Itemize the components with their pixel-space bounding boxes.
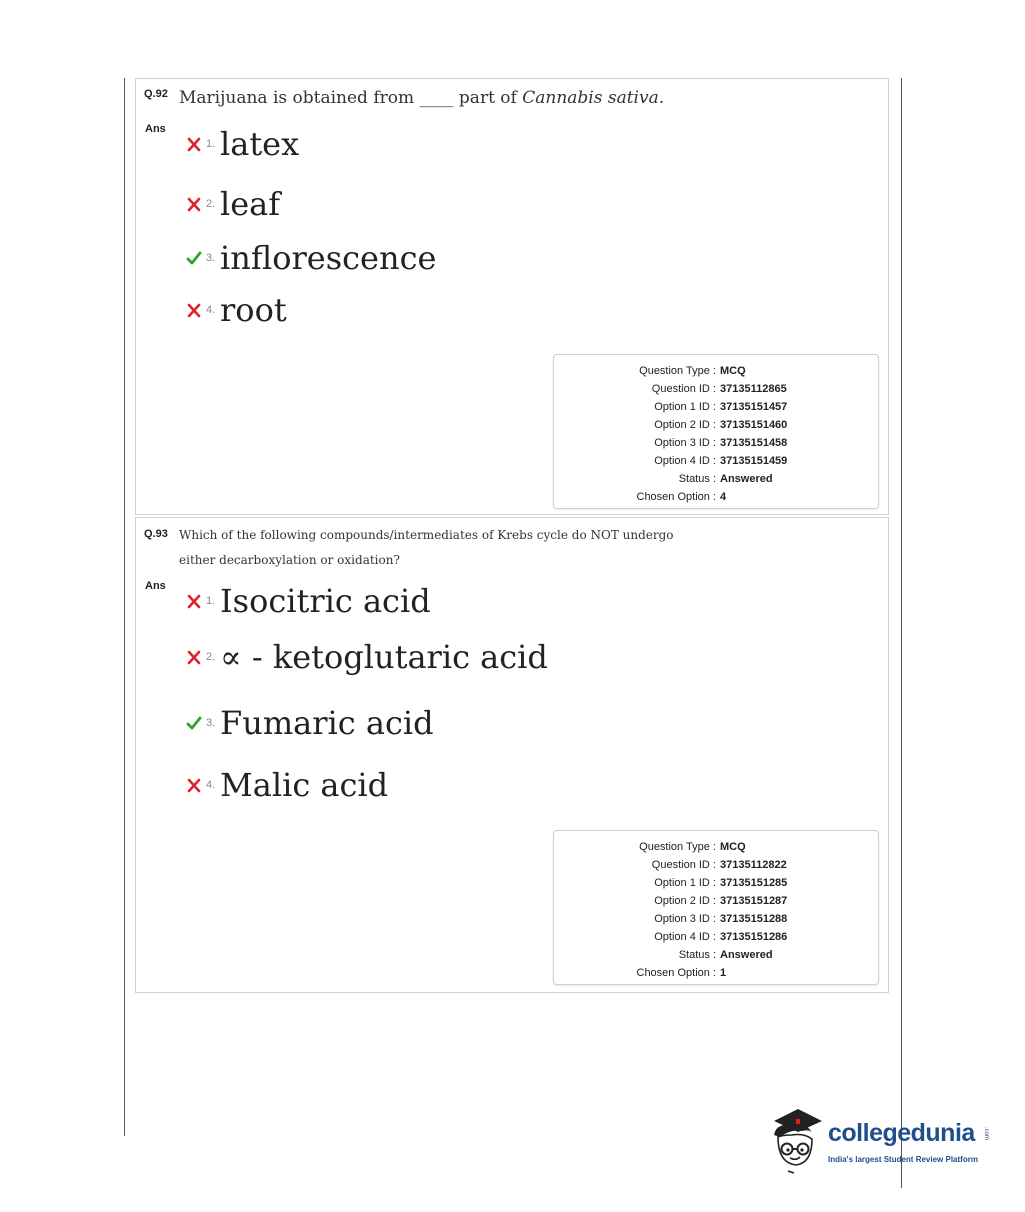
question-text-line: Which of the following compounds/intermediates of Krebs cycle do NOT undergo [179,528,674,542]
cross-icon [186,593,202,609]
info-label: Option 1 ID : [654,401,716,413]
info-row [554,435,878,451]
option-text: root [220,291,287,329]
info-row [554,471,878,487]
info-row [554,453,878,469]
ans-label: Ans [145,580,166,592]
info-row [554,893,878,909]
info-value: 37135151288 [720,913,788,925]
info-row [554,839,878,855]
info-label: Status : [678,473,716,485]
option-number: 4. [206,304,216,316]
option-number: 2. [206,651,216,663]
info-value: 37135151286 [720,931,788,943]
info-value: MCQ [720,841,746,853]
question-info-panel [553,354,879,509]
info-value: 1 [720,967,727,979]
question-panel-92 [135,78,889,515]
option-text: Isocitric acid [220,582,431,620]
info-value: 37135112822 [720,859,787,871]
question-number: Q.93 [144,528,168,540]
info-label: Option 4 ID : [654,931,716,943]
info-value: 37135151459 [720,455,788,467]
cross-icon [186,777,202,793]
question-text-line: either decarboxylation or oxidation? [179,553,400,567]
option-number: 4. [206,779,216,791]
info-value: 4 [720,491,727,503]
info-row [554,489,878,505]
info-row [554,399,878,415]
option-text: latex [220,125,300,163]
info-value: 37135112865 [720,383,787,395]
option-text: Fumaric acid [220,704,434,742]
logo-wordmark: collegedunia [828,1119,975,1147]
question-text-part: part of [458,88,517,108]
cross-icon [186,136,202,152]
check-icon [186,250,202,266]
option-number: 1. [206,138,216,150]
info-value: Answered [720,949,773,961]
info-label: Option 3 ID : [654,437,716,449]
info-value: Answered [720,473,773,485]
info-label: Question ID : [651,859,716,871]
option-number: 3. [206,717,216,729]
check-icon [186,715,202,731]
cross-icon [186,649,202,665]
question-blank: ____ [419,88,454,108]
info-row [554,929,878,945]
logo-suffix: .com [983,1127,989,1141]
option-row [186,582,431,620]
info-row [554,857,878,873]
info-label: Chosen Option : [636,967,716,979]
cross-icon [186,302,202,318]
cross-icon [186,196,202,212]
info-value: MCQ [720,365,746,377]
option-number: 1. [206,595,216,607]
option-row [186,239,436,277]
info-row [554,965,878,981]
info-label: Question Type : [639,841,716,853]
info-label: Option 1 ID : [654,877,716,889]
collegedunia-logo [766,1105,996,1175]
info-row [554,363,878,379]
info-value: 37135151458 [720,437,788,449]
option-number: 3. [206,252,216,264]
question-italic-text: Cannabis sativa. [522,88,665,108]
info-row [554,875,878,891]
info-label: Option 2 ID : [654,419,716,431]
question-text-part: Marijuana is obtained from [179,88,415,108]
info-label: Status : [678,949,716,961]
logo-tagline: India's largest Student Review Platform [828,1155,978,1164]
option-row [186,638,548,676]
question-info-panel [553,830,879,985]
info-label: Chosen Option : [636,491,716,503]
option-text: Malic acid [220,766,389,804]
option-row [186,766,388,804]
info-label: Option 3 ID : [654,913,716,925]
info-label: Option 2 ID : [654,895,716,907]
option-row [186,704,434,742]
option-row [186,291,287,329]
info-label: Question ID : [651,383,716,395]
info-row [554,417,878,433]
question-panel-93 [135,517,889,993]
info-value: 37135151285 [720,877,788,889]
ans-label: Ans [145,123,166,135]
info-value: 37135151287 [720,895,788,907]
option-text: ∝ - ketoglutaric acid [220,638,548,676]
info-row [554,381,878,397]
info-row [554,947,878,963]
option-number: 2. [206,198,216,210]
info-label: Question Type : [639,365,716,377]
option-row [186,185,280,223]
mascot-icon [766,1105,826,1175]
info-value: 37135151457 [720,401,788,413]
question-text [179,88,664,108]
question-number: Q.92 [144,88,168,100]
option-text: leaf [220,185,281,223]
info-value: 37135151460 [720,419,788,431]
option-text: inflorescence [220,239,437,277]
option-row [186,125,299,163]
info-row [554,911,878,927]
right-border-line [901,78,902,1188]
left-border-line [124,78,125,1136]
info-label: Option 4 ID : [654,455,716,467]
